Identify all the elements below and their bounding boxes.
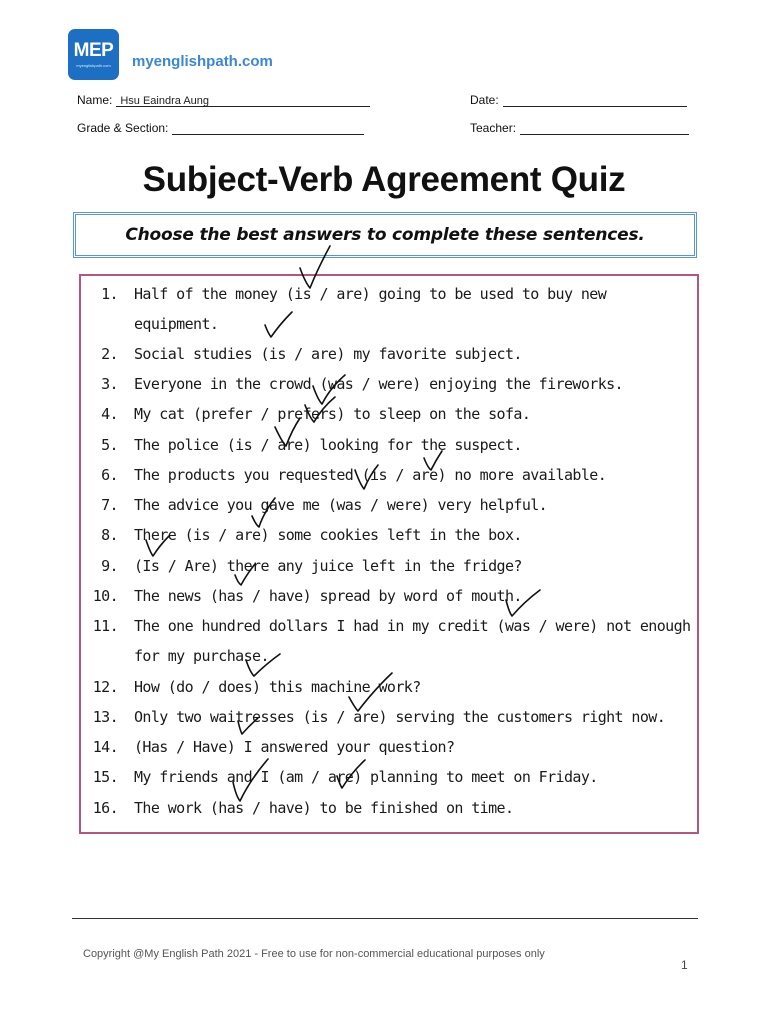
question-text: Everyone in the crowd (was / were) enjoying the fireworks.: [134, 375, 623, 393]
question-text: The products you requested (is / are) no more available.: [134, 466, 607, 484]
grade-label: Grade & Section:: [77, 121, 169, 135]
question-number: 8.: [101, 526, 118, 544]
question-number: 9.: [101, 557, 118, 575]
question-number: 4.: [101, 405, 118, 423]
question-text: Only two waitresses (is / are) serving the customers right now.: [134, 708, 666, 726]
question-number: 1.: [101, 285, 118, 303]
instructions-box: [73, 212, 697, 258]
question-text: (Has / Have) I answered your question?: [134, 738, 455, 756]
teacher-field: [470, 121, 689, 135]
date-field: [470, 93, 687, 107]
page-number: 1: [681, 958, 688, 972]
name-line[interactable]: [116, 93, 370, 107]
copyright-text: Copyright @My English Path 2021 - Free to use for non-commercial educational purposes only: [83, 948, 545, 960]
question-text: for my purchase.: [134, 647, 269, 665]
question-number: 14.: [92, 738, 118, 756]
date-line[interactable]: [503, 93, 687, 107]
grade-field: [77, 121, 364, 135]
question-number: 5.: [101, 436, 118, 454]
teacher-label: Teacher:: [470, 121, 517, 135]
question-number: 16.: [92, 799, 118, 817]
question-number: 15.: [92, 768, 118, 786]
question-text: Half of the money (is / are) going to be used to buy new: [134, 285, 607, 303]
footer-divider: [72, 918, 698, 919]
question-text: The police (is / are) looking for the suspect.: [134, 436, 522, 454]
question-number: 2.: [101, 345, 118, 363]
question-number: 7.: [101, 496, 118, 514]
question-number: 11.: [92, 617, 118, 635]
grade-line[interactable]: [172, 121, 364, 135]
question-text: The advice you gave me (was / were) very helpful.: [134, 496, 548, 514]
teacher-line[interactable]: [520, 121, 689, 135]
name-value: Hsu Eaindra Aung: [120, 95, 210, 107]
question-text: The work (has / have) to be finished on time.: [134, 799, 514, 817]
question-text: There (is / are) some cookies left in the box.: [134, 526, 522, 544]
question-text: My cat (prefer / prefers) to sleep on the sofa.: [134, 405, 531, 423]
site-name[interactable]: myenglishpath.com: [132, 53, 273, 70]
question-text: The one hundred dollars I had in my credit (was / were) not enough: [134, 617, 691, 635]
name-label: Name:: [77, 93, 113, 107]
question-number: 10.: [92, 587, 118, 605]
name-field: [77, 93, 370, 107]
question-text: How (do / does) this machine work?: [134, 678, 421, 696]
question-text: (Is / Are) there any juice left in the fridge?: [134, 557, 522, 575]
question-text: equipment.: [134, 315, 219, 333]
date-label: Date:: [470, 93, 499, 107]
mep-logo: [68, 29, 119, 80]
question-number: 13.: [92, 708, 118, 726]
logo-subtext: myenglishpath.com: [76, 63, 111, 68]
logo-text: MEP: [73, 40, 114, 61]
question-number: 6.: [101, 466, 118, 484]
question-text: The news (has / have) spread by word of mouth.: [134, 587, 522, 605]
question-number: 3.: [101, 375, 118, 393]
page-title: Subject-Verb Agreement Quiz: [142, 160, 626, 199]
question-number: 12.: [92, 678, 118, 696]
question-text: My friends and I (am / are) planning to meet on Friday.: [134, 768, 598, 786]
question-text: Social studies (is / are) my favorite subject.: [134, 345, 522, 363]
instructions-text: Choose the best answers to complete these sentences.: [125, 225, 645, 245]
